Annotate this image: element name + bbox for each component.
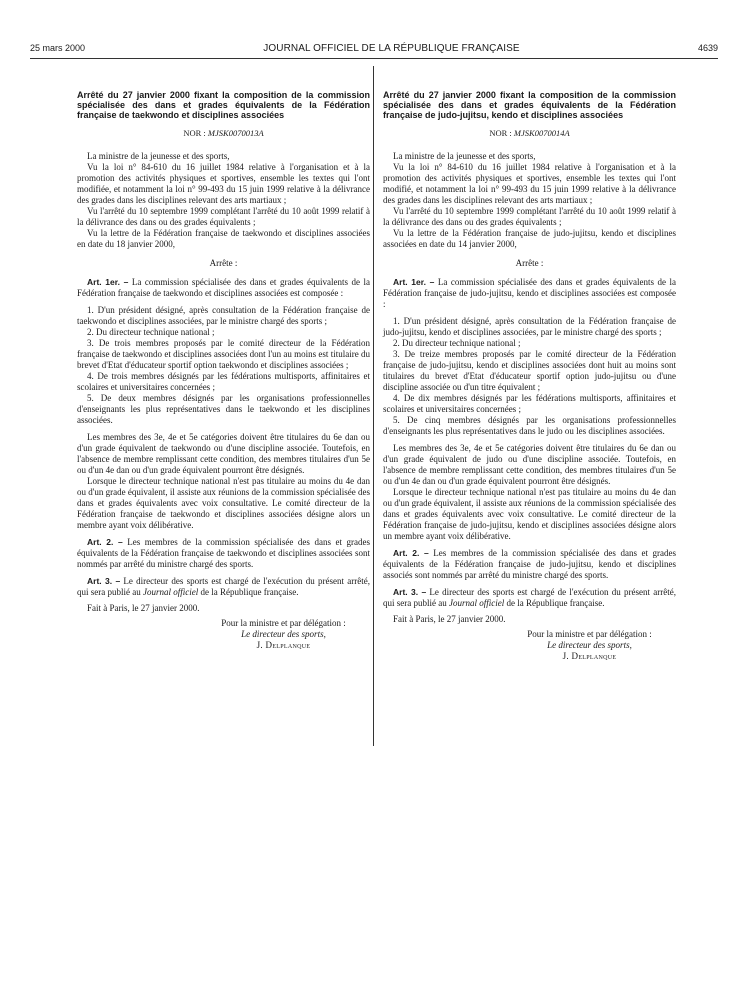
- article-paragraph: Les membres des 3e, 4e et 5e catégories doivent être titulaires du 6e dan ou d'un grade équivalent de taekwondo ou d'une discipline associée. Toutefois, en l'absence de membre remplissant cette condition, des membres titulaires d'un 5e ou d'un 4e dan ou d'un grade équivalent pourront être désignés.: [77, 432, 370, 475]
- delegation-line: Pour la ministre et par délégation :: [221, 618, 346, 628]
- list-item: 2. Du directeur technique national ;: [393, 338, 521, 348]
- article-paragraph: Les membres des 3e, 4e et 5e catégories doivent être titulaires du 6e dan ou d'un grade équivalent de judo ou d'une discipline associée. Toutefois, en l'absence de membre remplissant cette condition, des membres titulaires d'un 5e ou d'un 4e dan ou d'un grade équivalent pourront être désignés.: [383, 443, 676, 486]
- journal-reference: Journal officiel: [448, 598, 505, 608]
- column-divider: [373, 66, 374, 746]
- article-text: Les membres de la commission spécialisée des dans et grades équivalents de la Fédération française de judo-jujitsu, kendo et disciplines associés sont nommés par arrêté du ministre chargé des sports.: [383, 548, 676, 580]
- nor-reference: [77, 128, 370, 139]
- left-column: [77, 90, 370, 651]
- delegation-line: Pour la ministre et par délégation :: [527, 629, 652, 639]
- visa-paragraph: Vu la loi n° 84-610 du 16 juillet 1984 relative à l'organisation et à la promotion des activités physiques et sportives, ensemble les textes qui l'ont modifié, et notamment la loi n° 99-493 du 15 juin 1999 relative à la délivrance des grades dans les disciplines relevant des arts martiaux ;: [383, 162, 676, 205]
- visa-paragraph: Vu la lettre de la Fédération française de judo-jujitsu, kendo et disciplines associées en date du 14 janvier 2000,: [383, 228, 676, 249]
- signature-block: [197, 618, 370, 651]
- article-label: Art. 3. –: [87, 576, 121, 586]
- decree-title: Arrêté du 27 janvier 2000 fixant la composition de la commission spécialisée des dans et grades équivalents de la Fédération française de judo-jujitsu, kendo et disciplines associées: [383, 90, 676, 120]
- header-rule: [30, 58, 718, 59]
- article-text: de la République française.: [200, 587, 299, 597]
- visa-paragraph: Vu la loi n° 84-610 du 16 juillet 1984 relative à l'organisation et à la promotion des activités physiques et sportives, ensemble les textes qui l'ont modifiée, et notamment la loi n° 99-493 du 15 juin 1999 relative à la délivrance des grades dans les disciplines relevant des arts martiaux ;: [77, 162, 370, 205]
- article-text: Le directeur des sports est chargé de l'exécution du présent arrêté, qui sera publié au: [77, 576, 370, 597]
- article-label: Art. 2. –: [87, 537, 123, 547]
- visa-paragraph: La ministre de la jeunesse et des sports,: [87, 151, 230, 161]
- article-2: [383, 548, 676, 581]
- article-label: Art. 1er. –: [393, 277, 435, 287]
- article-1: [383, 277, 676, 310]
- article-label: Art. 3. –: [393, 587, 427, 597]
- list-item: 3. De treize membres proposés par le comité directeur de la Fédération française de judo-jujitsu, kendo et disciplines associées dont huit au moins sont titulaires du brevet d'Etat d'éducateur sportif option judo-jujitsu ou d'une discipline associée ou d'un titre équivalent ;: [383, 349, 676, 392]
- list-item: 1. D'un président désigné, après consultation de la Fédération française de taekwondo et disciplines associées, par le ministre chargé des sports ;: [77, 305, 370, 326]
- list-item: 4. De trois membres désignés par les fédérations multisports, affinitaires et scolaires et universitaires concernées ;: [77, 371, 370, 392]
- journal-title: JOURNAL OFFICIEL DE LA RÉPUBLIQUE FRANÇAISE: [263, 42, 520, 54]
- nor-label: NOR :: [183, 128, 206, 138]
- article-1: [77, 277, 370, 299]
- list-item: 1. D'un président désigné, après consultation de la Fédération française de judo-jujitsu, kendo et disciplines associées, par le ministre chargé des sports ;: [383, 316, 676, 337]
- signatory-role: Le directeur des sports,: [547, 640, 632, 650]
- signatory-name: J. Delplanque: [256, 640, 311, 650]
- arrete-heading: Arrête :: [209, 258, 238, 268]
- nor-reference: [383, 128, 676, 139]
- journal-reference: Journal officiel: [142, 587, 199, 597]
- nor-code: MJSK0070013A: [207, 128, 264, 138]
- list-item: 5. De deux membres désignés par les organisations professionnelles d'enseignants les plus représentatives dans le taekwondo et les disciplines associées.: [77, 393, 370, 425]
- signing-place-date: Fait à Paris, le 27 janvier 2000.: [393, 614, 506, 624]
- list-item: 2. Du directeur technique national ;: [87, 327, 215, 337]
- visa-paragraph: Vu l'arrêté du 10 septembre 1999 complétant l'arrêté du 10 août 1999 relatif à la délivrance des dans ou des grades équivalents ;: [77, 206, 370, 227]
- nor-label: NOR :: [489, 128, 512, 138]
- list-item: 4. De dix membres désignés par les fédérations multisports, affinitaires et scolaires et universitaires concernées ;: [383, 393, 676, 414]
- article-label: Art. 2. –: [393, 548, 429, 558]
- visa-paragraph: Vu l'arrêté du 10 septembre 1999 complétant l'arrêté du 10 août 1999 relatif à la délivrance des dans ou des grades équivalents ;: [383, 206, 676, 227]
- list-item: 3. De trois membres proposés par le comité directeur de la Fédération française de taekwondo et disciplines associées dont l'un au moins est titulaire du brevet d'Etat d'éducateur sportif option taekwondo et disciplines associées ;: [77, 338, 370, 370]
- decree-title: Arrêté du 27 janvier 2000 fixant la composition de la commission spécialisée des dans et grades équivalents de la Fédération française de taekwondo et disciplines associées: [77, 90, 370, 120]
- right-column: [383, 90, 676, 662]
- nor-code: MJSK0070014A: [513, 128, 570, 138]
- signatory-role: Le directeur des sports,: [241, 629, 326, 639]
- article-text: La commission spécialisée des dans et grades équivalents de la Fédération française de judo-jujitsu, kendo et disciplines associées est composée :: [383, 277, 676, 309]
- arrete-heading: Arrête :: [515, 258, 544, 268]
- article-text: Les membres de la commission spécialisée des dans et grades équivalents de la Fédération française de taekwondo et disciplines associées sont nommés par arrêté du ministre chargé des sports.: [77, 537, 370, 569]
- visa-paragraph: Vu la lettre de la Fédération française de taekwondo et disciplines associées en date du 18 janvier 2000,: [77, 228, 370, 249]
- signature-block: [503, 629, 676, 662]
- article-3: [77, 576, 370, 598]
- signatory-name: J. Delplanque: [562, 651, 617, 661]
- article-2: [77, 537, 370, 570]
- page-number: 4639: [697, 43, 718, 53]
- article-text: de la République française.: [506, 598, 605, 608]
- article-text: La commission spécialisée des dans et grades équivalents de la Fédération française de taekwondo et disciplines associées est composée :: [77, 277, 370, 298]
- article-paragraph: Lorsque le directeur technique national n'est pas titulaire au moins du 4e dan ou d'un grade équivalent, il assiste aux réunions de la commission spécialisée des dans et grades équivalents avec voix consultative. Le comité directeur de la Fédération française de taekwondo et disciplines associées désigne alors un membre ayant voix délibérative.: [77, 476, 370, 530]
- article-label: Art. 1er. –: [87, 277, 129, 287]
- article-text: Le directeur des sports est chargé de l'exécution du présent arrêté, qui sera publié au: [383, 587, 676, 608]
- list-item: 5. De cinq membres désignés par les organisations professionnelles d'enseignants les plus représentatives dans le judo ou les disciplines associées.: [383, 415, 676, 436]
- issue-date: 25 mars 2000: [30, 43, 86, 53]
- page-header: [30, 40, 718, 56]
- visa-paragraph: La ministre de la jeunesse et des sports,: [393, 151, 536, 161]
- article-3: [383, 587, 676, 609]
- signing-place-date: Fait à Paris, le 27 janvier 2000.: [87, 603, 200, 613]
- article-paragraph: Lorsque le directeur technique national n'est pas titulaire au moins du 4e dan ou d'un grade équivalent, il assiste aux réunions de la commission spécialisée des dans et grades équivalents avec voix consultative. Le comité directeur de la Fédération française de judo-jujitsu, kendo et disciplines associées désigne alors un membre ayant voix délibérative.: [383, 487, 676, 541]
